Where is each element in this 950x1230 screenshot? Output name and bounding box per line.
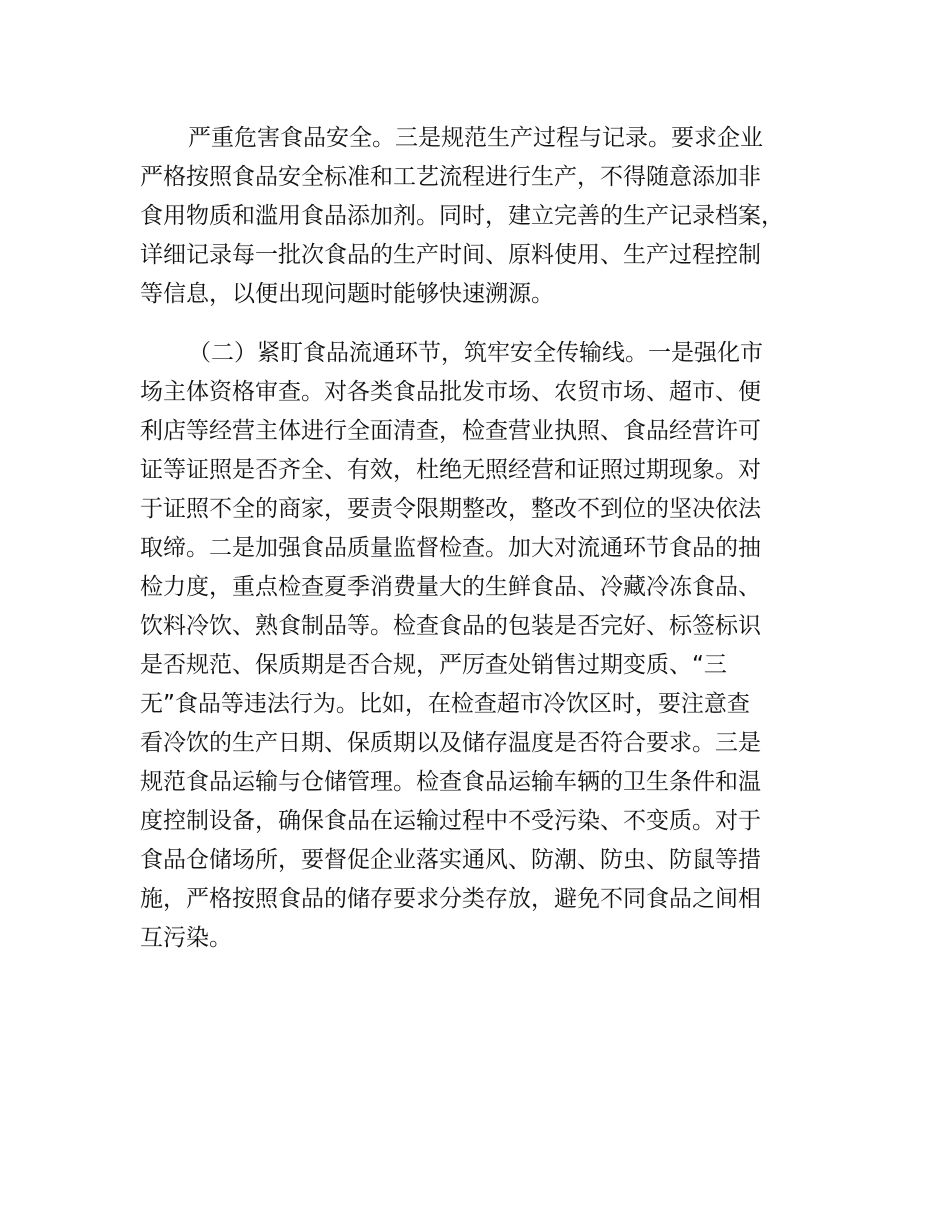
- paragraph-spacer: [140, 314, 830, 334]
- text-line: 检力度，重点检查夏季消费量大的生鲜食品、冷藏冷冻食品、: [140, 574, 761, 600]
- text-line: 互污染。: [140, 925, 232, 951]
- text-line: 场主体资格审查。对各类食品批发市场、农贸市场、超市、便: [140, 379, 761, 405]
- text-line: 无”食品等违法行为。比如，在检查超市冷饮区时，要注意查: [140, 691, 750, 717]
- text-line: 食用物质和滥用食品添加剂。同时，建立完善的生产记录档案，: [140, 203, 784, 229]
- text-line: 是否规范、保质期是否合规，严厉查处销售过期变质、“三: [140, 652, 727, 678]
- paragraph-1: [140, 119, 830, 314]
- text-line: 详细记录每一批次食品的生产时间、原料使用、生产过程控制: [140, 242, 761, 268]
- text-line: 施，严格按照食品的储存要求分类存放，避免不同食品之间相: [140, 886, 761, 912]
- text-line: （二）紧盯食品流通环节，筑牢安全传输线。一是强化市: [188, 340, 763, 366]
- text-line: 规范食品运输与仓储管理。检查食品运输车辆的卫生条件和温: [140, 769, 761, 795]
- text-line: 饮料冷饮、熟食制品等。检查食品的包装是否完好、标签标识: [140, 613, 761, 639]
- text-line: 利店等经营主体进行全面清查，检查营业执照、食品经营许可: [140, 418, 761, 444]
- text-line: 等信息，以便出现问题时能够快速溯源。: [140, 281, 554, 307]
- text-line: 于证照不全的商家，要责令限期整改，整改不到位的坚决依法: [140, 496, 761, 522]
- text-line: 食品仓储场所，要督促企业落实通风、防潮、防虫、防鼠等措: [140, 847, 761, 873]
- paragraph-2: [140, 334, 830, 958]
- text-line: 取缔。二是加强食品质量监督检查。加大对流通环节食品的抽: [140, 535, 761, 561]
- document-body: [140, 119, 830, 958]
- text-line: 严格按照食品安全标准和工艺流程进行生产，不得随意添加非: [140, 164, 761, 190]
- text-line: 度控制设备，确保食品在运输过程中不受污染、不变质。对于: [140, 808, 761, 834]
- text-line: 证等证照是否齐全、有效，杜绝无照经营和证照过期现象。对: [140, 457, 761, 483]
- text-line: 严重危害食品安全。三是规范生产过程与记录。要求企业: [188, 125, 763, 151]
- text-line: 看冷饮的生产日期、保质期以及储存温度是否符合要求。三是: [140, 730, 761, 756]
